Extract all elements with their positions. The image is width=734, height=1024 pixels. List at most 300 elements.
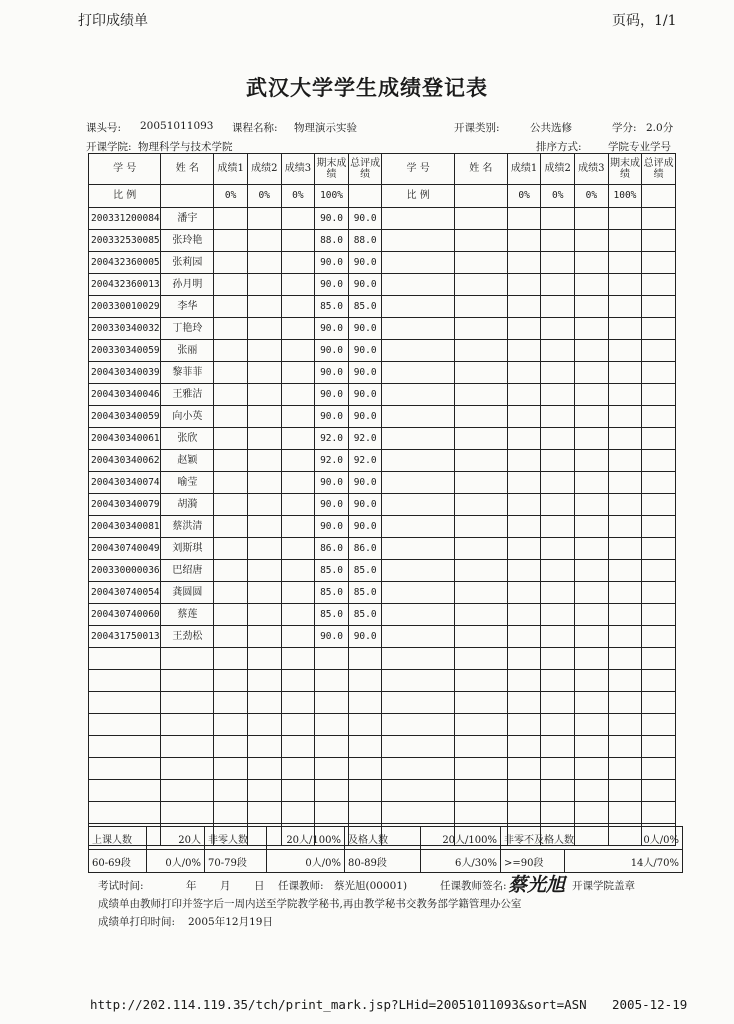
student-id: 200330010029 bbox=[89, 296, 161, 318]
student-name: 刘斯琪 bbox=[161, 538, 214, 560]
total-score: 90.0 bbox=[348, 274, 382, 296]
score1-cell bbox=[214, 208, 248, 230]
empty-cell bbox=[89, 670, 161, 692]
empty-cell bbox=[575, 450, 609, 472]
empty-cell bbox=[541, 230, 575, 252]
score1-cell bbox=[214, 604, 248, 626]
total-score: 85.0 bbox=[348, 604, 382, 626]
empty-cell bbox=[575, 604, 609, 626]
empty-cell bbox=[642, 802, 676, 824]
empty-cell bbox=[575, 406, 609, 428]
empty-cell bbox=[454, 802, 507, 824]
empty-cell bbox=[575, 516, 609, 538]
student-name: 胡漪 bbox=[161, 494, 214, 516]
score1-cell bbox=[214, 296, 248, 318]
page-header-left: 打印成绩单 bbox=[78, 13, 148, 29]
empty-cell bbox=[575, 692, 609, 714]
total-score: 86.0 bbox=[348, 538, 382, 560]
empty-cell bbox=[642, 428, 676, 450]
empty-cell bbox=[575, 582, 609, 604]
ratio-label: 比 例 bbox=[89, 185, 161, 208]
table-row bbox=[89, 494, 676, 516]
empty-cell bbox=[575, 318, 609, 340]
table-row bbox=[89, 648, 676, 670]
exam-month: 月 bbox=[220, 880, 231, 892]
ratio-name-cell bbox=[454, 185, 507, 208]
empty-cell bbox=[608, 406, 642, 428]
empty-cell bbox=[247, 714, 281, 736]
empty-cell bbox=[382, 230, 454, 252]
course-no: 20051011093 bbox=[140, 120, 214, 132]
table-row bbox=[89, 538, 676, 560]
empty-cell bbox=[89, 802, 161, 824]
empty-cell bbox=[507, 406, 541, 428]
empty-cell bbox=[281, 758, 315, 780]
empty-cell bbox=[348, 780, 382, 802]
empty-cell bbox=[214, 758, 248, 780]
student-id: 200430340062 bbox=[89, 450, 161, 472]
stamp-label: 开课学院盖章 bbox=[572, 880, 635, 892]
empty-cell bbox=[161, 670, 214, 692]
header-score2: 成绩2 bbox=[541, 154, 575, 185]
empty-cell bbox=[507, 230, 541, 252]
empty-cell bbox=[161, 802, 214, 824]
empty-cell bbox=[642, 538, 676, 560]
empty-cell bbox=[608, 450, 642, 472]
empty-cell bbox=[541, 384, 575, 406]
total-score: 90.0 bbox=[348, 362, 382, 384]
print-date: 2005-12-19 bbox=[612, 997, 688, 1012]
empty-cell bbox=[608, 780, 642, 802]
score2-cell bbox=[247, 296, 281, 318]
empty-cell bbox=[608, 296, 642, 318]
table-row bbox=[89, 450, 676, 472]
empty-cell bbox=[454, 296, 507, 318]
table-row bbox=[89, 780, 676, 802]
empty-cell bbox=[507, 538, 541, 560]
student-id: 200430340061 bbox=[89, 428, 161, 450]
empty-cell bbox=[382, 252, 454, 274]
empty-cell bbox=[642, 406, 676, 428]
teacher-label: 任课教师: bbox=[278, 880, 324, 892]
score1-cell bbox=[214, 340, 248, 362]
empty-cell bbox=[575, 714, 609, 736]
empty-cell bbox=[608, 230, 642, 252]
score1-cell bbox=[214, 428, 248, 450]
student-name: 巴绍唐 bbox=[161, 560, 214, 582]
empty-cell bbox=[642, 208, 676, 230]
score1-cell bbox=[214, 230, 248, 252]
range-60-value: 0人/0% bbox=[147, 850, 205, 873]
student-name: 黎菲菲 bbox=[161, 362, 214, 384]
empty-cell bbox=[281, 670, 315, 692]
empty-cell bbox=[575, 274, 609, 296]
total-score: 90.0 bbox=[348, 252, 382, 274]
student-id: 200430340081 bbox=[89, 516, 161, 538]
header-score3: 成绩3 bbox=[575, 154, 609, 185]
empty-cell bbox=[247, 802, 281, 824]
student-name: 丁艳玲 bbox=[161, 318, 214, 340]
ratio-value: 0% bbox=[575, 185, 609, 208]
attend-value: 20人 bbox=[147, 827, 205, 850]
table-row bbox=[89, 208, 676, 230]
score2-cell bbox=[247, 494, 281, 516]
empty-cell bbox=[642, 252, 676, 274]
total-score: 85.0 bbox=[348, 560, 382, 582]
sign-label: 任课教师签名: bbox=[440, 880, 507, 892]
empty-cell bbox=[454, 758, 507, 780]
score2-cell bbox=[247, 230, 281, 252]
empty-cell bbox=[642, 604, 676, 626]
table-row bbox=[89, 516, 676, 538]
empty-cell bbox=[575, 758, 609, 780]
empty-cell bbox=[575, 428, 609, 450]
empty-cell bbox=[575, 670, 609, 692]
ratio-value bbox=[642, 185, 676, 208]
empty-cell bbox=[348, 648, 382, 670]
empty-cell bbox=[575, 648, 609, 670]
empty-cell bbox=[575, 296, 609, 318]
empty-cell bbox=[575, 560, 609, 582]
empty-cell bbox=[247, 692, 281, 714]
empty-cell bbox=[382, 626, 454, 648]
empty-cell bbox=[608, 208, 642, 230]
empty-cell bbox=[608, 582, 642, 604]
header-final: 期末成绩 bbox=[608, 154, 642, 185]
empty-cell bbox=[642, 516, 676, 538]
empty-cell bbox=[642, 362, 676, 384]
empty-cell bbox=[454, 340, 507, 362]
empty-cell bbox=[575, 340, 609, 362]
empty-cell bbox=[541, 604, 575, 626]
empty-cell bbox=[454, 670, 507, 692]
total-score: 90.0 bbox=[348, 516, 382, 538]
final-score: 90.0 bbox=[315, 318, 349, 340]
nonzero-label: 非零人数 bbox=[205, 827, 267, 850]
pass-label: 及格人数 bbox=[345, 827, 421, 850]
student-name: 王劲松 bbox=[161, 626, 214, 648]
empty-cell bbox=[507, 582, 541, 604]
empty-cell bbox=[382, 472, 454, 494]
student-id: 200330340032 bbox=[89, 318, 161, 340]
empty-cell bbox=[454, 208, 507, 230]
ratio-name-cell bbox=[161, 185, 214, 208]
score3-cell bbox=[281, 560, 315, 582]
total-score: 92.0 bbox=[348, 428, 382, 450]
empty-cell bbox=[608, 736, 642, 758]
empty-cell bbox=[575, 780, 609, 802]
empty-cell bbox=[575, 208, 609, 230]
empty-cell bbox=[642, 384, 676, 406]
score1-cell bbox=[214, 318, 248, 340]
empty-cell bbox=[507, 802, 541, 824]
empty-cell bbox=[382, 582, 454, 604]
empty-cell bbox=[541, 714, 575, 736]
empty-cell bbox=[541, 780, 575, 802]
student-name: 王雅洁 bbox=[161, 384, 214, 406]
score1-cell bbox=[214, 516, 248, 538]
empty-cell bbox=[608, 340, 642, 362]
score2-cell bbox=[247, 604, 281, 626]
empty-cell bbox=[281, 736, 315, 758]
header-total: 总评成绩 bbox=[348, 154, 382, 185]
empty-cell bbox=[642, 736, 676, 758]
empty-cell bbox=[507, 362, 541, 384]
empty-cell bbox=[454, 538, 507, 560]
score3-cell bbox=[281, 230, 315, 252]
score2-cell bbox=[247, 274, 281, 296]
score2-cell bbox=[247, 318, 281, 340]
final-score: 85.0 bbox=[315, 604, 349, 626]
table-row bbox=[89, 670, 676, 692]
empty-cell bbox=[541, 758, 575, 780]
ratio-value: 100% bbox=[608, 185, 642, 208]
student-id: 200431750013 bbox=[89, 626, 161, 648]
header-score3: 成绩3 bbox=[281, 154, 315, 185]
empty-cell bbox=[454, 472, 507, 494]
empty-cell bbox=[541, 538, 575, 560]
score2-cell bbox=[247, 538, 281, 560]
ratio-value: 0% bbox=[247, 185, 281, 208]
ratio-value: 0% bbox=[507, 185, 541, 208]
table-row bbox=[89, 296, 676, 318]
empty-cell bbox=[382, 736, 454, 758]
empty-cell bbox=[247, 670, 281, 692]
table-header-row bbox=[89, 154, 676, 185]
empty-cell bbox=[575, 494, 609, 516]
document-title: 武汉大学学生成绩登记表 bbox=[246, 75, 488, 100]
range-70-value: 0人/0% bbox=[267, 850, 345, 873]
empty-cell bbox=[454, 582, 507, 604]
empty-cell bbox=[642, 670, 676, 692]
score1-cell bbox=[214, 538, 248, 560]
empty-cell bbox=[454, 560, 507, 582]
empty-cell bbox=[454, 494, 507, 516]
empty-cell bbox=[541, 582, 575, 604]
student-name: 蔡莲 bbox=[161, 604, 214, 626]
empty-cell bbox=[454, 230, 507, 252]
final-score: 90.0 bbox=[315, 472, 349, 494]
empty-cell bbox=[541, 648, 575, 670]
course-name-label: 课程名称: bbox=[232, 122, 278, 134]
empty-cell bbox=[507, 516, 541, 538]
score3-cell bbox=[281, 472, 315, 494]
empty-cell bbox=[541, 296, 575, 318]
empty-cell bbox=[214, 736, 248, 758]
attend-label: 上课人数 bbox=[89, 827, 147, 850]
nonzero-fail-value: 0人/0% bbox=[643, 834, 680, 846]
empty-cell bbox=[382, 538, 454, 560]
empty-cell bbox=[281, 780, 315, 802]
final-score: 90.0 bbox=[315, 516, 349, 538]
empty-cell bbox=[281, 692, 315, 714]
empty-cell bbox=[507, 714, 541, 736]
range-80-label: 80-89段 bbox=[345, 850, 421, 873]
table-row bbox=[89, 318, 676, 340]
empty-cell bbox=[382, 604, 454, 626]
empty-cell bbox=[382, 208, 454, 230]
empty-cell bbox=[541, 670, 575, 692]
final-score: 90.0 bbox=[315, 340, 349, 362]
course-no-label: 课头号: bbox=[86, 122, 122, 134]
empty-cell bbox=[161, 780, 214, 802]
final-score: 86.0 bbox=[315, 538, 349, 560]
empty-cell bbox=[214, 692, 248, 714]
category-label: 开课类别: bbox=[454, 122, 500, 134]
table-row bbox=[89, 340, 676, 362]
empty-cell bbox=[454, 736, 507, 758]
empty-cell bbox=[315, 780, 349, 802]
school-label: 开课学院: bbox=[86, 141, 132, 153]
empty-cell bbox=[608, 626, 642, 648]
empty-cell bbox=[541, 362, 575, 384]
print-url: http://202.114.119.35/tch/print_mark.jsp?LHid=20051011093&sort=ASN bbox=[90, 997, 587, 1012]
student-id: 200432360013 bbox=[89, 274, 161, 296]
student-name: 张莉园 bbox=[161, 252, 214, 274]
score3-cell bbox=[281, 318, 315, 340]
empty-cell bbox=[382, 692, 454, 714]
empty-cell bbox=[281, 714, 315, 736]
empty-cell bbox=[608, 538, 642, 560]
final-score: 85.0 bbox=[315, 582, 349, 604]
table-row bbox=[89, 802, 676, 824]
empty-cell bbox=[642, 340, 676, 362]
empty-cell bbox=[89, 758, 161, 780]
empty-cell bbox=[608, 604, 642, 626]
final-score: 92.0 bbox=[315, 450, 349, 472]
empty-cell bbox=[608, 692, 642, 714]
student-name: 潘宇 bbox=[161, 208, 214, 230]
range-70-label: 70-79段 bbox=[205, 850, 267, 873]
empty-cell bbox=[382, 714, 454, 736]
empty-cell bbox=[281, 802, 315, 824]
student-name: 张丽 bbox=[161, 340, 214, 362]
empty-cell bbox=[642, 296, 676, 318]
empty-cell bbox=[507, 626, 541, 648]
score2-cell bbox=[247, 252, 281, 274]
score3-cell bbox=[281, 208, 315, 230]
empty-cell bbox=[454, 450, 507, 472]
empty-cell bbox=[382, 406, 454, 428]
empty-cell bbox=[214, 670, 248, 692]
empty-cell bbox=[507, 494, 541, 516]
student-name: 李华 bbox=[161, 296, 214, 318]
total-score: 85.0 bbox=[348, 582, 382, 604]
empty-cell bbox=[89, 780, 161, 802]
table-row bbox=[89, 626, 676, 648]
empty-cell bbox=[575, 384, 609, 406]
score3-cell bbox=[281, 582, 315, 604]
score3-cell bbox=[281, 428, 315, 450]
score1-cell bbox=[214, 582, 248, 604]
score3-cell bbox=[281, 626, 315, 648]
empty-cell bbox=[382, 318, 454, 340]
empty-cell bbox=[348, 736, 382, 758]
score1-cell bbox=[214, 450, 248, 472]
empty-cell bbox=[541, 494, 575, 516]
empty-cell bbox=[507, 384, 541, 406]
empty-cell bbox=[541, 516, 575, 538]
empty-cell bbox=[161, 692, 214, 714]
exam-time-label: 考试时间: bbox=[98, 880, 144, 892]
score1-cell bbox=[214, 274, 248, 296]
score1-cell bbox=[214, 626, 248, 648]
score2-cell bbox=[247, 582, 281, 604]
empty-cell bbox=[507, 692, 541, 714]
empty-cell bbox=[382, 780, 454, 802]
empty-cell bbox=[454, 406, 507, 428]
student-id: 200430340074 bbox=[89, 472, 161, 494]
empty-cell bbox=[541, 472, 575, 494]
empty-cell bbox=[608, 494, 642, 516]
print-time: 2005年12月19日 bbox=[188, 916, 273, 928]
empty-cell bbox=[541, 340, 575, 362]
student-id: 200430740060 bbox=[89, 604, 161, 626]
score2-cell bbox=[247, 560, 281, 582]
empty-cell bbox=[507, 758, 541, 780]
empty-cell bbox=[454, 318, 507, 340]
student-name: 龚圆圆 bbox=[161, 582, 214, 604]
final-score: 90.0 bbox=[315, 362, 349, 384]
empty-cell bbox=[575, 538, 609, 560]
ratio-row bbox=[89, 185, 676, 208]
empty-cell bbox=[541, 274, 575, 296]
score1-cell bbox=[214, 494, 248, 516]
empty-cell bbox=[608, 428, 642, 450]
empty-cell bbox=[315, 802, 349, 824]
empty-cell bbox=[454, 626, 507, 648]
empty-cell bbox=[454, 274, 507, 296]
empty-cell bbox=[642, 714, 676, 736]
score3-cell bbox=[281, 340, 315, 362]
empty-cell bbox=[608, 274, 642, 296]
table-row bbox=[89, 604, 676, 626]
empty-cell bbox=[454, 714, 507, 736]
empty-cell bbox=[608, 802, 642, 824]
empty-cell bbox=[382, 450, 454, 472]
empty-cell bbox=[608, 758, 642, 780]
empty-cell bbox=[608, 252, 642, 274]
score3-cell bbox=[281, 362, 315, 384]
score2-cell bbox=[247, 450, 281, 472]
empty-cell bbox=[382, 802, 454, 824]
empty-cell bbox=[642, 758, 676, 780]
score3-cell bbox=[281, 450, 315, 472]
empty-cell bbox=[382, 494, 454, 516]
score3-cell bbox=[281, 494, 315, 516]
final-score: 90.0 bbox=[315, 208, 349, 230]
empty-cell bbox=[642, 472, 676, 494]
empty-cell bbox=[89, 692, 161, 714]
empty-cell bbox=[315, 670, 349, 692]
empty-cell bbox=[214, 802, 248, 824]
empty-cell bbox=[507, 252, 541, 274]
empty-cell bbox=[507, 450, 541, 472]
empty-cell bbox=[454, 362, 507, 384]
ratio-value: 0% bbox=[281, 185, 315, 208]
total-score: 90.0 bbox=[348, 318, 382, 340]
empty-cell bbox=[642, 274, 676, 296]
empty-cell bbox=[575, 230, 609, 252]
empty-cell bbox=[507, 670, 541, 692]
empty-cell bbox=[575, 802, 609, 824]
score1-cell bbox=[214, 384, 248, 406]
student-id: 200330340059 bbox=[89, 340, 161, 362]
course-name: 物理演示实验 bbox=[294, 122, 357, 134]
total-score: 90.0 bbox=[348, 472, 382, 494]
total-score: 90.0 bbox=[348, 494, 382, 516]
empty-cell bbox=[454, 252, 507, 274]
